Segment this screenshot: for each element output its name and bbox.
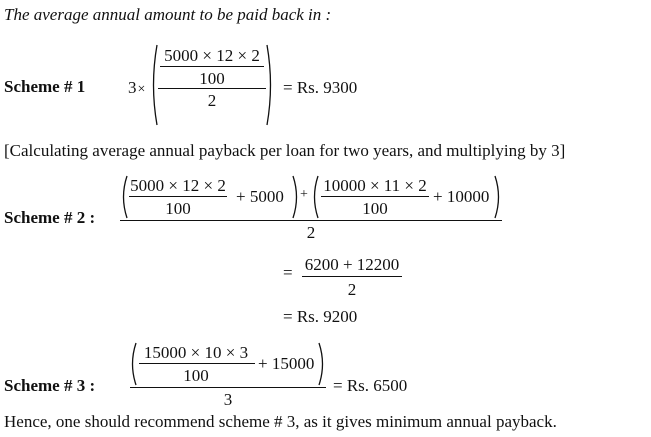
- fraction-bar: [158, 88, 266, 89]
- scheme-2-step-numerator: 6200 + 12200: [304, 255, 400, 274]
- fraction-bar: [321, 196, 429, 197]
- scheme-2-first-addend: + 5000: [236, 187, 284, 206]
- scheme-3-numerator: 15000 × 10 × 3: [143, 343, 249, 362]
- scheme-1-denominator: 100: [199, 69, 225, 88]
- fraction-bar: [139, 363, 255, 364]
- times-sign: ×: [137, 82, 146, 97]
- scheme-2-result: = Rs. 9200: [283, 307, 358, 326]
- scheme-1-label: Scheme # 1: [4, 77, 86, 96]
- scheme-1-multiplier: 3: [128, 78, 137, 97]
- fraction-bar: [120, 220, 502, 221]
- scheme-2-second-addend: + 10000: [433, 187, 490, 206]
- right-paren: [317, 342, 327, 386]
- equals-sign: =: [283, 263, 293, 282]
- scheme-2-label: Scheme # 2 :: [4, 208, 96, 227]
- fraction-bar: [160, 66, 264, 67]
- scheme-3-addend: + 15000: [258, 354, 315, 373]
- scheme-1-numerator: 5000 × 12 × 2: [164, 46, 260, 65]
- right-paren: [493, 175, 503, 219]
- scheme-2-first-numerator: 5000 × 12 × 2: [130, 176, 226, 195]
- conclusion-text: Hence, one should recommend scheme # 3, as it gives minimum annual payback.: [4, 412, 557, 431]
- scheme-2-divisor: 2: [306, 223, 316, 242]
- scheme-3-denominator: 100: [183, 366, 209, 385]
- scheme-2-second-denominator: 100: [362, 199, 388, 218]
- plus-sign: +: [300, 187, 308, 202]
- fraction-bar: [130, 387, 326, 388]
- scheme-3-result: = Rs. 6500: [333, 376, 408, 395]
- scheme-3-label: Scheme # 3 :: [4, 376, 96, 395]
- right-paren: [265, 44, 275, 126]
- calculation-note: [Calculating average annual payback per loan for two years, and multiplying by 3]: [4, 141, 566, 160]
- scheme-1-result: = Rs. 9300: [283, 78, 358, 97]
- scheme-1-divisor: 2: [207, 91, 217, 110]
- scheme-3-divisor: 3: [223, 390, 233, 409]
- fraction-bar: [302, 276, 402, 277]
- scheme-2-first-denominator: 100: [165, 199, 191, 218]
- scheme-2-step-denominator: 2: [347, 280, 357, 299]
- scheme-2-second-numerator: 10000 × 11 × 2: [323, 176, 427, 195]
- intro-text: The average annual amount to be paid back in :: [4, 5, 332, 24]
- fraction-bar: [129, 196, 227, 197]
- scheme-1-factor: [128, 79, 145, 97]
